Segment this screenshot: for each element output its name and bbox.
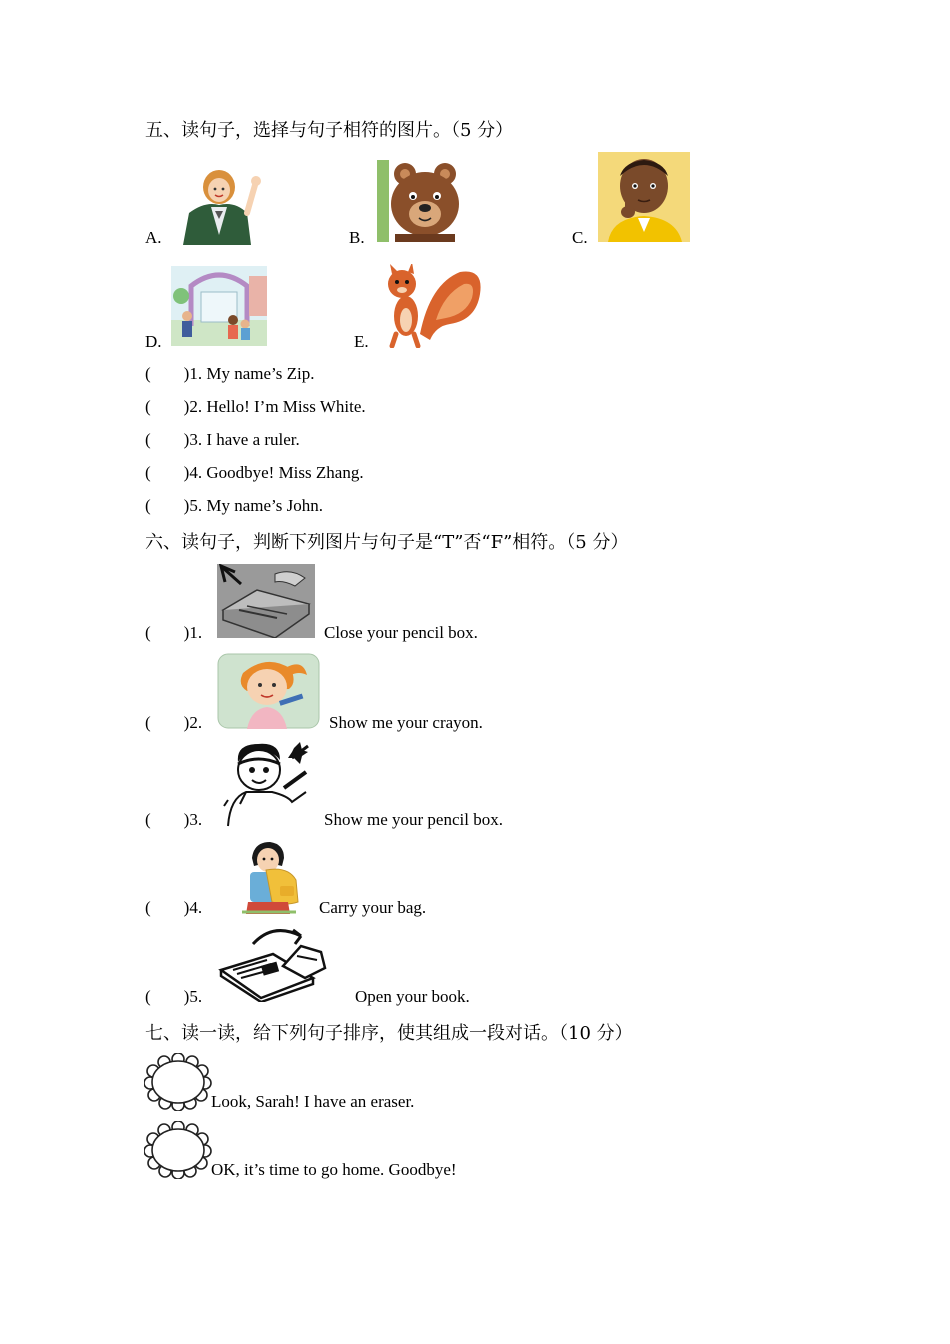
s7-line-2: OK, it’s time to go home. Goodbye! [211,1160,457,1179]
s6-item-1-sentence: Close your pencil box. [324,623,478,642]
s6-item-2-sentence: Show me your crayon. [329,713,483,732]
s5-question-4: ( )4. Goodbye! Miss Zhang. [145,463,364,482]
answer-blank[interactable]: ( [145,987,151,1006]
section6-heading: 六、读句子，判断下列图片与句子是“T”否“F”相符。（5 分） [145,532,629,553]
open-book-icon [217,926,329,1002]
answer-blank[interactable]: ( [145,623,151,642]
s5-question-3: ( )3. I have a ruler. [145,430,300,449]
s6-item-3-sentence: Show me your pencil box. [324,810,503,829]
scalloped-circle-icon[interactable] [144,1053,212,1111]
teacher-woman-waving-icon [175,165,263,245]
s6-item-1-number: ( )1. [145,623,203,642]
answer-blank[interactable]: ( [145,898,151,917]
answer-blank[interactable]: ( [145,397,151,416]
answer-blank[interactable]: ( [145,810,151,829]
squirrel-cartoon-icon [380,264,482,348]
girl-crayon-icon [217,653,320,729]
option-b-letter: B. [349,228,365,247]
s6-item-5-number: ( )5. [145,987,203,1006]
s7-line-1: Look, Sarah! I have an eraser. [211,1092,415,1111]
pencil-box-icon [217,564,315,638]
s6-item-4-sentence: Carry your bag. [319,898,427,917]
s6-item-4-number: ( )4. [145,898,203,917]
option-e-letter: E. [354,332,369,351]
answer-blank[interactable]: ( [145,496,151,515]
s6-item-5-sentence: Open your book. [355,987,470,1006]
scalloped-circle-icon[interactable] [144,1121,212,1179]
answer-blank[interactable]: ( [145,364,151,383]
boy-pencil-icon [222,740,314,828]
option-d-letter: D. [145,332,162,351]
s5-question-1: ( )1. My name’s Zip. [145,364,315,383]
boy-thinking-icon [598,152,690,242]
option-a-letter: A. [145,228,162,247]
bear-cartoon-icon [375,160,469,242]
s6-item-2-number: ( )2. [145,713,203,732]
section7-heading: 七、读一读，给下列句子排序，使其组成一段对话。（10 分） [145,1023,633,1044]
s5-question-5: ( )5. My name’s John. [145,496,323,515]
girl-backpack-icon [238,840,304,914]
s6-item-3-number: ( )3. [145,810,203,829]
option-c-letter: C. [572,228,588,247]
answer-blank[interactable]: ( [145,463,151,482]
school-gate-children-icon [171,266,267,346]
section5-heading: 五、读句子，选择与句子相符的图片。（5 分） [145,120,514,141]
s5-question-2: ( )2. Hello! I’m Miss White. [145,397,366,416]
answer-blank[interactable]: ( [145,430,151,449]
answer-blank[interactable]: ( [145,713,151,732]
